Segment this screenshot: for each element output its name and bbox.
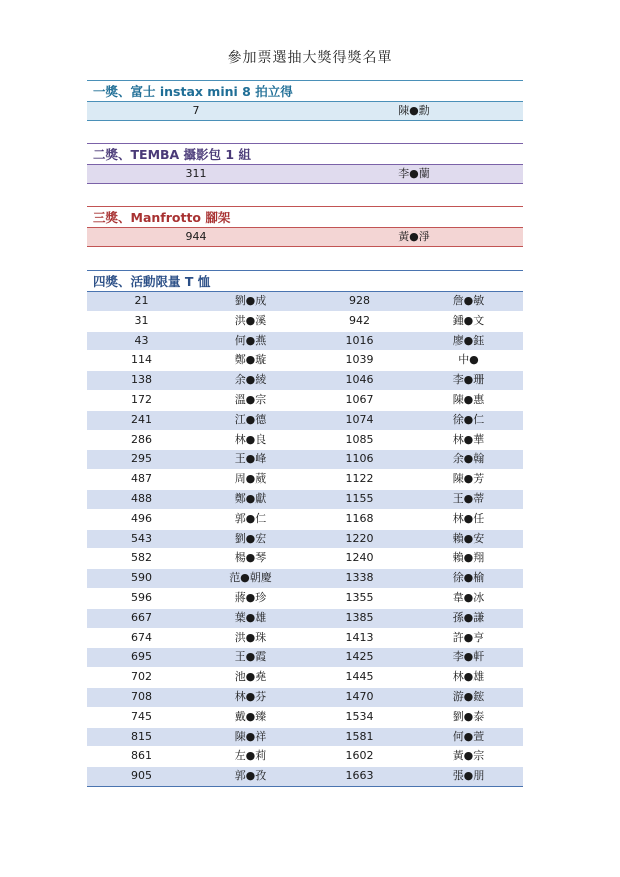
winner-number: 1602 <box>345 749 374 763</box>
prize-4-heading: 四獎、活動限量 T 恤 <box>87 270 523 292</box>
winner-number: 31 <box>134 313 149 327</box>
winner-name: 洪●溪 <box>234 313 267 327</box>
winner-name: 郭●仁 <box>234 511 267 525</box>
winner-number: 1067 <box>345 392 374 406</box>
winner-name: 郭●孜 <box>234 769 267 783</box>
winner-number: 745 <box>131 709 152 723</box>
winner-name: 韋●冰 <box>452 590 485 604</box>
winner-number: 21 <box>134 294 149 307</box>
winner-number: 944 <box>185 230 207 243</box>
winner-name: 溫●宗 <box>234 392 267 406</box>
winner-number: 311 <box>185 167 207 180</box>
winner-number: 861 <box>131 749 152 763</box>
winner-number: 1534 <box>345 709 374 723</box>
table-row <box>87 589 523 609</box>
winner-name: 黃●淨 <box>398 230 430 243</box>
table-row <box>87 530 523 550</box>
table-row <box>87 411 523 431</box>
table-row <box>87 391 523 411</box>
winner-name: 陳●祥 <box>234 729 267 743</box>
winner-number: 138 <box>131 373 152 387</box>
winner-name: 鍾●文 <box>452 313 485 327</box>
winner-name: 詹●敏 <box>452 294 485 307</box>
winner-name: 范●朝慶 <box>229 571 272 585</box>
winner-number: 928 <box>349 294 370 307</box>
winner-name: 徐●榆 <box>452 571 485 585</box>
winner-name: 楊●琴 <box>234 551 267 565</box>
winner-number: 905 <box>131 769 152 783</box>
winner-number: 590 <box>131 571 152 585</box>
winner-number: 496 <box>131 511 152 525</box>
winner-number: 1663 <box>345 769 374 783</box>
winner-name: 左●莉 <box>234 749 267 763</box>
table-row <box>87 688 523 708</box>
winner-number: 7 <box>192 104 200 117</box>
winner-name: 游●鋐 <box>452 689 485 703</box>
winner-number: 1220 <box>345 531 374 545</box>
table-row <box>87 490 523 510</box>
winner-name: 何●燕 <box>234 333 267 347</box>
table-row <box>87 747 523 767</box>
winner-name: 何●萱 <box>452 729 485 743</box>
table-row <box>87 728 523 748</box>
winner-number: 1168 <box>345 511 374 525</box>
winner-name: 林●華 <box>452 432 485 446</box>
table-row <box>87 648 523 668</box>
winner-name: 孫●謙 <box>452 610 485 624</box>
winner-number: 43 <box>134 333 149 347</box>
winner-number: 582 <box>131 551 152 565</box>
winner-number: 1425 <box>345 650 374 664</box>
winner-name: 余●綾 <box>234 373 267 387</box>
winner-number: 1385 <box>345 610 374 624</box>
winner-name: 余●翰 <box>452 452 485 466</box>
winner-number: 942 <box>349 313 370 327</box>
prize-4-winner-table <box>87 292 523 787</box>
winner-name: 林●良 <box>234 432 267 446</box>
winner-name: 葉●雄 <box>234 610 267 624</box>
winner-number: 172 <box>131 392 152 406</box>
winner-name: 賴●安 <box>452 531 485 545</box>
winner-name: 鄭●獻 <box>234 491 267 505</box>
table-row <box>87 351 523 371</box>
winner-number: 543 <box>131 531 152 545</box>
winner-number: 241 <box>131 412 152 426</box>
prize-2-heading: 二獎、TEMBA 攝影包 1 組 <box>87 143 523 165</box>
winner-name: 鄭●璇 <box>234 353 267 367</box>
winner-name: 中● <box>458 353 479 367</box>
table-row <box>87 292 523 312</box>
table-row <box>87 629 523 649</box>
winner-name: 陳●芳 <box>452 472 485 486</box>
table-row <box>87 332 523 352</box>
prize-2-section <box>87 143 523 184</box>
winner-name: 王●峰 <box>234 452 267 466</box>
table-row <box>87 609 523 629</box>
table-row <box>87 668 523 688</box>
winner-name: 王●蒂 <box>452 491 485 505</box>
table-row <box>87 510 523 530</box>
winner-number: 1155 <box>345 491 374 505</box>
prize-2-winner-row <box>87 165 523 184</box>
winner-name: 洪●珠 <box>234 630 267 644</box>
winner-name: 許●亨 <box>452 630 485 644</box>
table-row <box>87 569 523 589</box>
table-row <box>87 549 523 569</box>
winner-number: 702 <box>131 670 152 684</box>
winner-number: 114 <box>131 353 152 367</box>
winner-number: 1355 <box>345 590 374 604</box>
prize-4-section <box>87 270 523 787</box>
winner-name: 劉●宏 <box>234 531 267 545</box>
winner-name: 徐●仁 <box>452 412 485 426</box>
winner-name: 蔣●珍 <box>234 590 267 604</box>
prize-1-winner-row <box>87 102 523 121</box>
winner-name: 戴●臻 <box>234 709 267 723</box>
table-row <box>87 450 523 470</box>
winner-number: 708 <box>131 689 152 703</box>
winner-name: 池●堯 <box>234 670 267 684</box>
table-row <box>87 431 523 451</box>
winner-number: 1046 <box>345 373 374 387</box>
table-row <box>87 708 523 728</box>
winner-name: 林●雄 <box>452 670 485 684</box>
winner-number: 1413 <box>345 630 374 644</box>
winner-number: 1106 <box>345 452 374 466</box>
winner-name: 江●德 <box>234 412 267 426</box>
winner-number: 1085 <box>345 432 374 446</box>
winner-number: 1039 <box>345 353 374 367</box>
winner-number: 1122 <box>345 472 374 486</box>
table-row <box>87 767 523 787</box>
page-title: 參加票選抽大獎得獎名單 <box>227 50 393 66</box>
winner-number: 815 <box>131 729 152 743</box>
winner-name: 劉●成 <box>234 294 267 307</box>
table-row <box>87 312 523 332</box>
winner-name: 林●任 <box>452 511 485 525</box>
prize-3-winner-row <box>87 228 523 247</box>
winner-number: 596 <box>131 590 152 604</box>
winner-name: 李●蘭 <box>398 167 430 180</box>
winner-number: 295 <box>131 452 152 466</box>
winner-name: 黃●宗 <box>452 749 485 763</box>
winner-name: 周●葳 <box>234 472 267 486</box>
winner-number: 674 <box>131 630 152 644</box>
winner-number: 1581 <box>345 729 374 743</box>
winner-name: 廖●鈺 <box>452 333 485 347</box>
table-row <box>87 371 523 391</box>
winner-number: 667 <box>131 610 152 624</box>
table-row <box>87 470 523 490</box>
winner-number: 488 <box>131 491 152 505</box>
winner-number: 1445 <box>345 670 374 684</box>
winner-name: 林●芬 <box>234 689 267 703</box>
winner-number: 695 <box>131 650 152 664</box>
winner-number: 1240 <box>345 551 374 565</box>
prize-1-section <box>87 80 523 121</box>
winner-number: 1016 <box>345 333 374 347</box>
winner-number: 1074 <box>345 412 374 426</box>
winner-name: 李●珊 <box>452 373 485 387</box>
prize-1-heading: 一獎、富士 instax mini 8 拍立得 <box>87 80 523 102</box>
winner-number: 1470 <box>345 689 374 703</box>
winner-number: 1338 <box>345 571 374 585</box>
winner-name: 陳●勳 <box>398 104 430 117</box>
prize-3-section <box>87 206 523 247</box>
winner-number: 286 <box>131 432 152 446</box>
prize-3-heading: 三獎、Manfrotto 腳架 <box>87 206 523 228</box>
winner-name: 劉●泰 <box>452 709 485 723</box>
winner-number: 487 <box>131 472 152 486</box>
winner-name: 王●霞 <box>234 650 267 664</box>
winner-name: 李●軒 <box>452 650 485 664</box>
winner-name: 張●朋 <box>452 769 485 783</box>
winner-name: 陳●惠 <box>452 392 485 406</box>
winner-name: 賴●翔 <box>452 551 485 565</box>
